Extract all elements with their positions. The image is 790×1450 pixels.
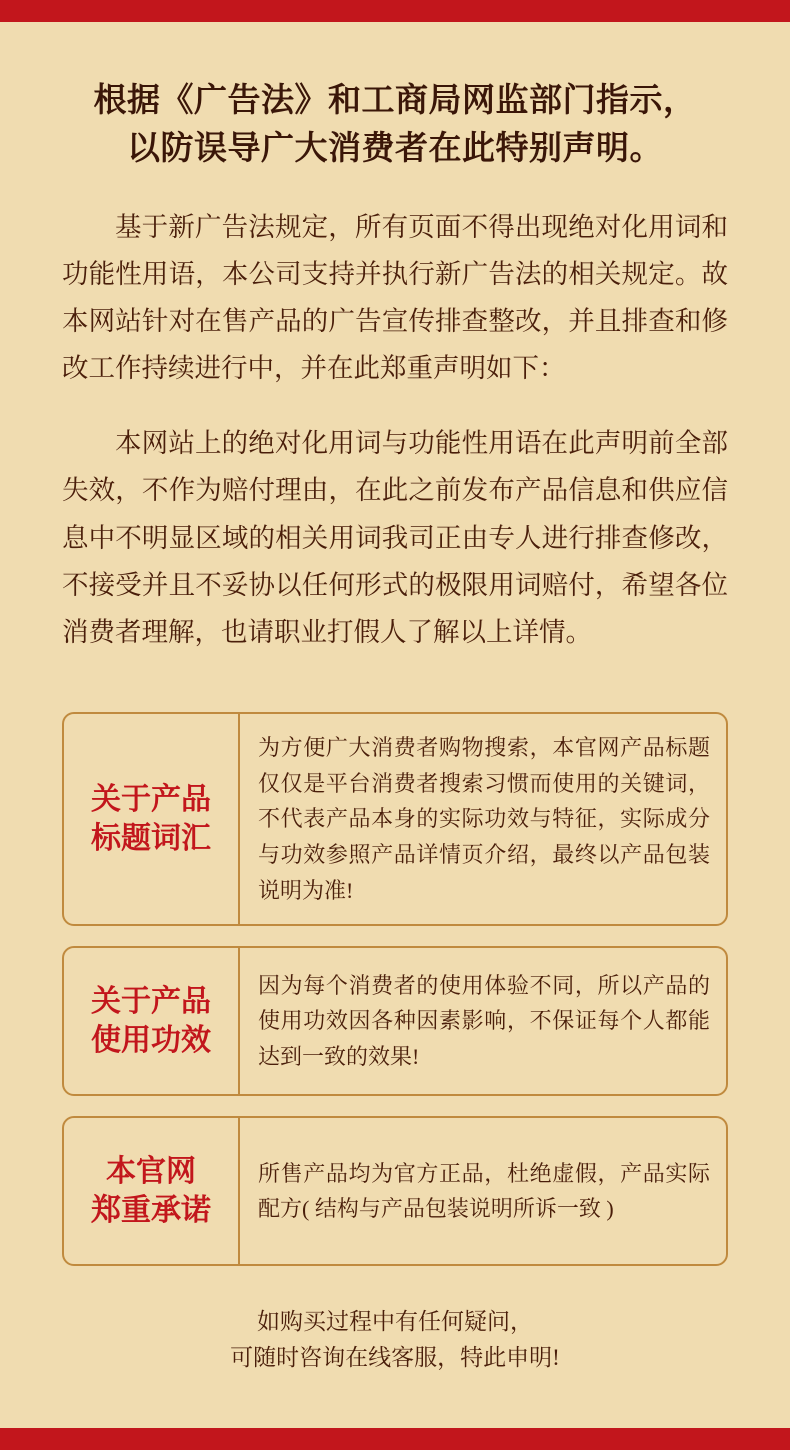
notice-card-title-line-1: 本官网 (106, 1154, 196, 1188)
page-title-line-1: 根据《广告法》和工商局网监部门指示， (93, 83, 697, 119)
notice-card-title (64, 948, 240, 1094)
bottom-red-bar (0, 1428, 790, 1450)
notice-card-title-line-2: 标题词汇 (91, 822, 211, 856)
page-title (62, 22, 728, 174)
footer-note (62, 1286, 728, 1375)
statement-paragraph-1: 基于新广告法规定，所有页面不得出现绝对化用词和功能性用语，本公司支持并执行新广告法的相关规定。故本网站针对在售产品的广告宣传排查整改，并且排查和修改工作持续进行中，并在此郑重声明如下： (62, 211, 728, 384)
notice-card-title-line-2: 使用功效 (91, 1024, 211, 1058)
footer-line-1: 如购买过程中有任何疑问， (257, 1309, 533, 1335)
notice-card-official-promise (62, 1116, 728, 1266)
notice-card-title (64, 1118, 240, 1264)
notice-card-title-line-1: 关于产品 (91, 984, 211, 1018)
footer-line-2: 可随时咨询在线客服，特此申明! (230, 1344, 560, 1370)
page-title-line-2: 以防误导广大消费者在此特别声明。 (127, 130, 663, 167)
notice-card-product-efficacy (62, 946, 728, 1096)
notice-card-title-line-2: 郑重承诺 (91, 1194, 211, 1228)
notice-card-list (62, 656, 728, 1266)
content-panel (0, 22, 790, 1428)
notice-card-body: 为方便广大消费者购物搜索，本官网产品标题仅仅是平台消费者搜索习惯而使用的关键词，不代表产品本身的实际功效与特征，实际成分与功效参照产品详情页介绍，最终以产品包装说明为准! (258, 735, 710, 903)
notice-card-title (64, 714, 240, 924)
notice-card-title-line-1: 关于产品 (91, 782, 211, 816)
top-red-bar (0, 0, 790, 22)
notice-card-body: 因为每个消费者的使用体验不同，所以产品的使用功效因各种因素影响，不保证每个人都能达到一致的效果! (258, 972, 710, 1070)
notice-card-product-title (62, 712, 728, 926)
statement-paragraph-2: 本网站上的绝对化用词与功能性用语在此声明前全部失效，不作为赔付理由，在此之前发布产品信息和供应信息中不明显区域的相关用词我司正由专人进行排查修改，不接受并且不妥协以任何形式的极限用词赔付，希望各位消费者理解，也请职业打假人了解以上详情。 (62, 428, 728, 647)
notice-card-body: 所售产品均为官方正品，杜绝虚假，产品实际配方( 结构与产品包装说明所诉一致 ) (258, 1160, 710, 1222)
